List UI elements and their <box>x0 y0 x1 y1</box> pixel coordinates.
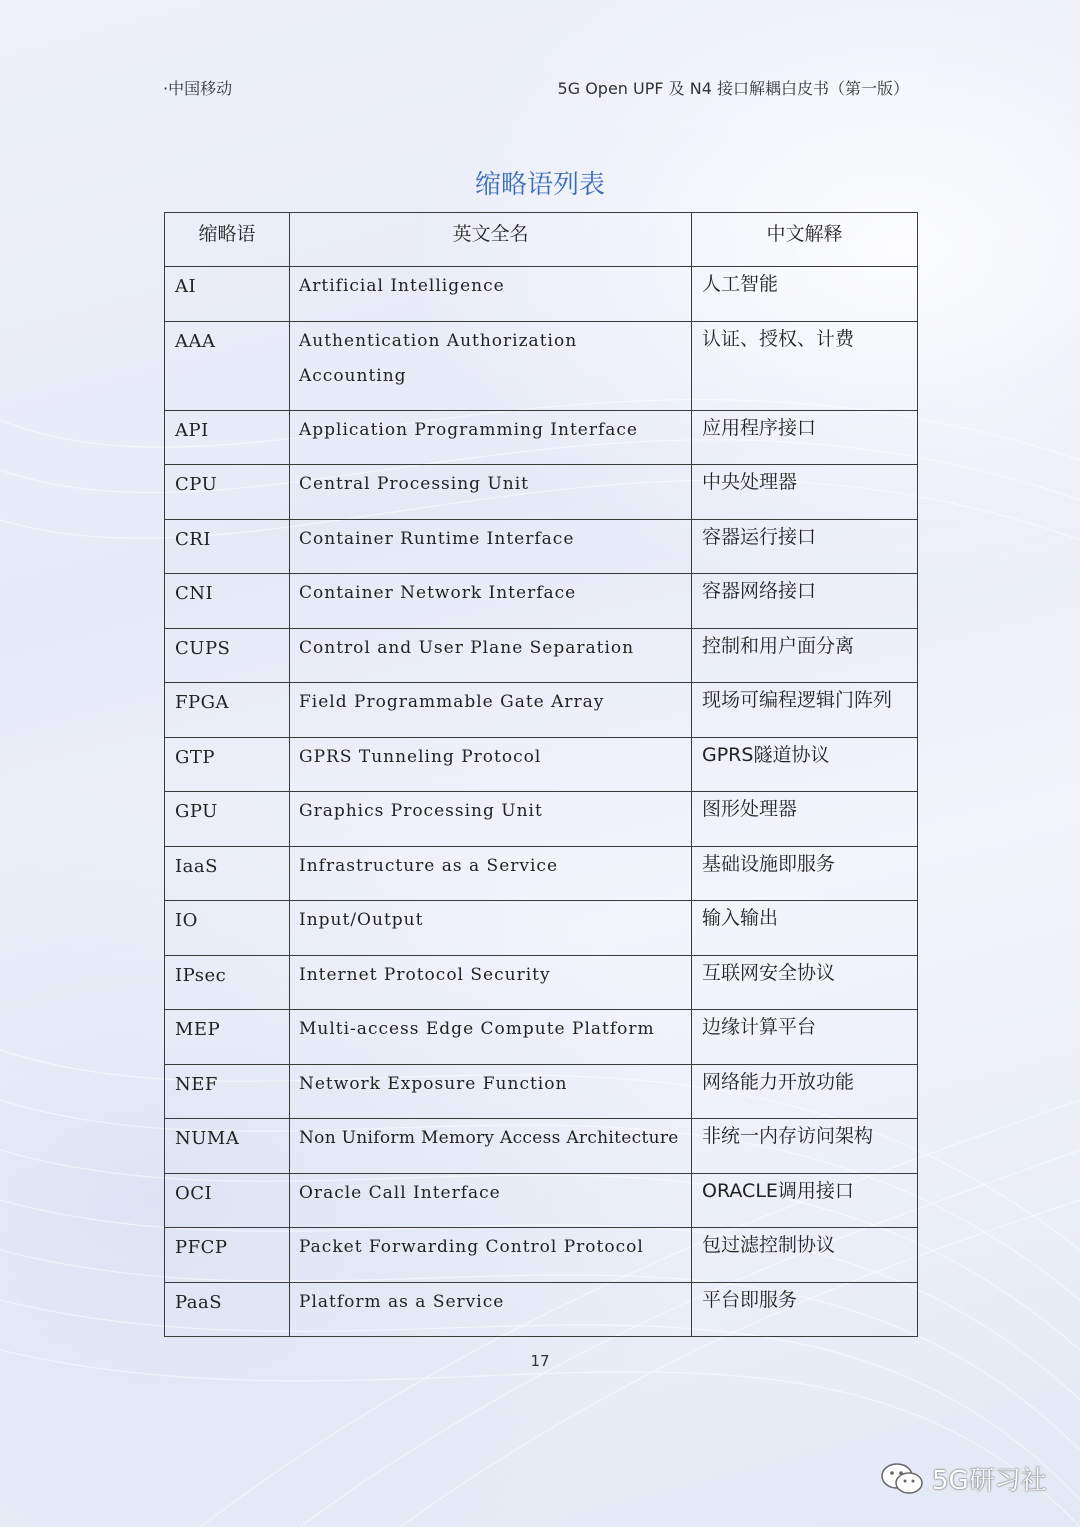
english-name-cell: Field Programmable Gate Array <box>290 683 692 738</box>
table-header-row <box>165 213 918 267</box>
abbreviation-cell: PaaS <box>165 1282 290 1337</box>
english-name-cell: Artificial Intelligence <box>290 267 692 322</box>
chinese-meaning-cell: 非统一内存访问架构 <box>692 1119 918 1174</box>
english-name-cell: Central Processing Unit <box>290 465 692 520</box>
chinese-meaning-cell: 人工智能 <box>692 267 918 322</box>
table-row <box>165 628 918 683</box>
table-row <box>165 901 918 956</box>
table-row <box>165 519 918 574</box>
abbreviation-cell: CUPS <box>165 628 290 683</box>
abbreviation-cell: AAA <box>165 321 290 410</box>
chinese-meaning-cell: 控制和用户面分离 <box>692 628 918 683</box>
english-name-cell: Platform as a Service <box>290 1282 692 1337</box>
table-row <box>165 1119 918 1174</box>
english-name-cell: Application Programming Interface <box>290 410 692 465</box>
english-name-cell: GPRS Tunneling Protocol <box>290 737 692 792</box>
english-name-cell: Authentication Authorization Accounting <box>290 321 692 410</box>
chinese-meaning-cell: 网络能力开放功能 <box>692 1064 918 1119</box>
table-row <box>165 792 918 847</box>
header-document-title: 5G Open UPF 及 N4 接口解耦白皮书（第一版） <box>557 79 909 98</box>
page-title: 缩略语列表 <box>474 170 605 200</box>
abbreviation-cell: GPU <box>165 792 290 847</box>
abbreviation-cell: CRI <box>165 519 290 574</box>
abbreviation-cell: API <box>165 410 290 465</box>
chinese-meaning-cell: ORACLE调用接口 <box>692 1173 918 1228</box>
chinese-meaning-cell: 包过滤控制协议 <box>692 1228 918 1283</box>
header-chinese-meaning: 中文解释 <box>692 213 918 267</box>
abbreviation-cell: OCI <box>165 1173 290 1228</box>
abbreviation-cell: IaaS <box>165 846 290 901</box>
chinese-meaning-cell: 互联网安全协议 <box>692 955 918 1010</box>
english-name-cell: Internet Protocol Security <box>290 955 692 1010</box>
chinese-meaning-cell: 图形处理器 <box>692 792 918 847</box>
chinese-meaning-cell: GPRS隧道协议 <box>692 737 918 792</box>
page-number: 17 <box>530 1352 550 1370</box>
table-row <box>165 465 918 520</box>
chinese-meaning-cell: 认证、授权、计费 <box>692 321 918 410</box>
table-row <box>165 1228 918 1283</box>
chinese-meaning-cell: 应用程序接口 <box>692 410 918 465</box>
wechat-icon <box>880 1462 924 1496</box>
abbreviation-cell: AI <box>165 267 290 322</box>
chinese-meaning-cell: 边缘计算平台 <box>692 1010 918 1065</box>
english-name-cell: Input/Output <box>290 901 692 956</box>
table-row <box>165 410 918 465</box>
english-name-cell: Infrastructure as a Service <box>290 846 692 901</box>
table-row <box>165 683 918 738</box>
english-name-cell: Oracle Call Interface <box>290 1173 692 1228</box>
abbreviation-cell: CNI <box>165 574 290 629</box>
table-row <box>165 321 918 410</box>
header-abbreviation: 缩略语 <box>165 213 290 267</box>
chinese-meaning-cell: 中央处理器 <box>692 465 918 520</box>
abbreviation-cell: NUMA <box>165 1119 290 1174</box>
english-name-cell: Multi-access Edge Compute Platform <box>290 1010 692 1065</box>
table-row <box>165 1064 918 1119</box>
table-row <box>165 1010 918 1065</box>
chinese-meaning-cell: 输入输出 <box>692 901 918 956</box>
english-name-cell: Packet Forwarding Control Protocol <box>290 1228 692 1283</box>
chinese-meaning-cell: 容器网络接口 <box>692 574 918 629</box>
table-row <box>165 574 918 629</box>
chinese-meaning-cell: 基础设施即服务 <box>692 846 918 901</box>
chinese-meaning-cell: 平台即服务 <box>692 1282 918 1337</box>
english-name-cell: Container Runtime Interface <box>290 519 692 574</box>
abbreviation-cell: IPsec <box>165 955 290 1010</box>
abbreviation-cell: GTP <box>165 737 290 792</box>
watermark-text: 5G研习社 <box>932 1466 1047 1496</box>
english-name-cell: Graphics Processing Unit <box>290 792 692 847</box>
abbreviation-cell: NEF <box>165 1064 290 1119</box>
header-organization: ·中国移动 <box>163 79 233 98</box>
table-row <box>165 955 918 1010</box>
table-row <box>165 1282 918 1337</box>
abbreviation-cell: FPGA <box>165 683 290 738</box>
table-row <box>165 1173 918 1228</box>
english-name-cell: Container Network Interface <box>290 574 692 629</box>
english-name-cell: Non Uniform Memory Access Architecture <box>290 1119 692 1174</box>
table-row <box>165 267 918 322</box>
abbreviation-cell: CPU <box>165 465 290 520</box>
abbreviation-cell: PFCP <box>165 1228 290 1283</box>
chinese-meaning-cell: 现场可编程逻辑门阵列 <box>692 683 918 738</box>
chinese-meaning-cell: 容器运行接口 <box>692 519 918 574</box>
english-name-cell: Network Exposure Function <box>290 1064 692 1119</box>
abbreviation-cell: MEP <box>165 1010 290 1065</box>
abbreviation-cell: IO <box>165 901 290 956</box>
table-row <box>165 737 918 792</box>
watermark <box>880 1460 1047 1497</box>
header-english-name: 英文全名 <box>290 213 692 267</box>
english-name-cell: Control and User Plane Separation <box>290 628 692 683</box>
table-row <box>165 846 918 901</box>
abbreviation-table <box>164 212 918 1337</box>
